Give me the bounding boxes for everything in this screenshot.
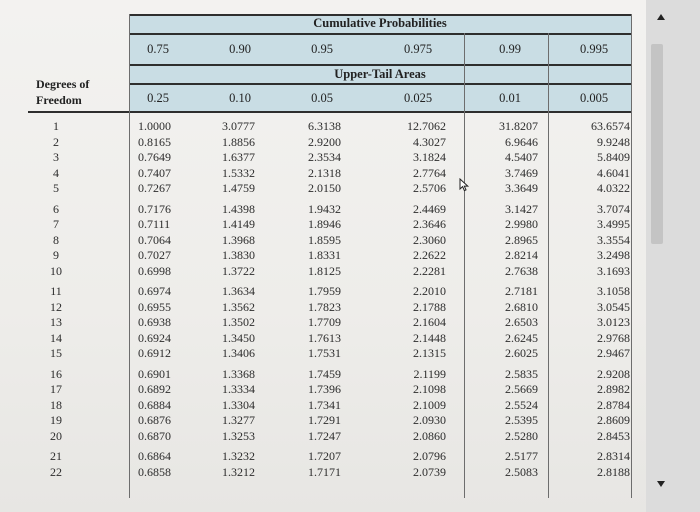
upper-tail-area-label: 0.005 — [579, 91, 609, 105]
cumulative-probability-label: 0.99 — [499, 42, 521, 56]
critical-value-cell: 2.3646 — [413, 217, 446, 231]
critical-value-cell: 2.0796 — [413, 449, 446, 463]
critical-value-cell: 1.7459 — [308, 366, 341, 381]
critical-value-cell: 0.6974 — [138, 284, 171, 298]
critical-value-cell: 0.6938 — [138, 315, 171, 329]
cumulative-probabilities-heading: Cumulative Probabilities — [313, 16, 447, 30]
column-divider — [464, 33, 465, 498]
degrees-of-freedom-cell: 5 — [53, 181, 59, 195]
mouse-pointer-icon — [459, 178, 471, 192]
critical-value-cell: 4.5407 — [505, 150, 538, 164]
critical-value-cell: 2.7764 — [413, 165, 446, 180]
cumulative-probability-label: 0.95 — [311, 42, 333, 56]
degrees-of-freedom-cell: 3 — [53, 150, 59, 164]
cumulative-probability-label: 0.995 — [579, 42, 609, 56]
degrees-of-freedom-cell: 7 — [53, 217, 59, 231]
critical-value-cell: 2.8214 — [505, 248, 538, 262]
critical-value-cell: 2.0150 — [308, 181, 341, 195]
critical-value-cell: 1.3253 — [222, 428, 255, 443]
critical-value-cell: 1.3502 — [222, 315, 255, 329]
critical-value-cell: 2.2622 — [413, 248, 446, 262]
critical-value-cell: 2.1098 — [413, 382, 446, 396]
upper-tail-area-label: 0.10 — [229, 91, 251, 105]
critical-value-cell: 0.6901 — [138, 366, 171, 381]
critical-value-cell: 2.8188 — [597, 464, 630, 479]
critical-value-cell: 1.8331 — [308, 248, 341, 262]
critical-value-cell: 1.7171 — [308, 464, 341, 479]
critical-value-cell: 2.9208 — [597, 366, 630, 381]
critical-value-cell: 1.3277 — [222, 413, 255, 427]
degrees-of-freedom-cell: 9 — [53, 248, 59, 262]
header-rule-bottom — [28, 111, 631, 113]
critical-value-cell: 2.8982 — [597, 382, 630, 396]
degrees-of-freedom-cell: 18 — [50, 397, 62, 412]
critical-value-cell: 9.9248 — [597, 134, 630, 149]
critical-value-cell: 2.5524 — [505, 397, 538, 412]
scrollbar-thumb[interactable] — [651, 44, 663, 244]
critical-value-cell: 12.7062 — [407, 119, 446, 133]
critical-value-cell: 2.6810 — [505, 299, 538, 314]
critical-value-cell: 2.1788 — [413, 299, 446, 314]
upper-tail-area-label: 0.05 — [311, 91, 333, 105]
degrees-of-freedom-cell: 20 — [50, 428, 62, 443]
df-heading-line1: Degrees of — [36, 77, 90, 91]
critical-value-cell: 3.2498 — [597, 248, 630, 262]
critical-value-cell: 2.2281 — [413, 263, 446, 278]
degrees-of-freedom-cell: 8 — [53, 232, 59, 247]
degrees-of-freedom-cell: 1 — [53, 119, 59, 133]
degrees-of-freedom-cell: 10 — [50, 263, 62, 278]
upper-tail-area-label: 0.025 — [403, 91, 433, 105]
critical-value-cell: 1.5332 — [222, 165, 255, 180]
critical-value-cell: 1.3968 — [222, 232, 255, 247]
critical-value-cell: 0.6884 — [138, 397, 171, 412]
critical-value-cell: 2.5835 — [505, 366, 538, 381]
critical-value-cell: 2.7638 — [505, 263, 538, 278]
cumulative-probability-label: 0.975 — [403, 42, 433, 56]
critical-value-cell: 1.3368 — [222, 366, 255, 381]
critical-value-cell: 1.7207 — [308, 449, 341, 463]
column-divider — [548, 33, 549, 498]
critical-value-cell: 2.5177 — [505, 449, 538, 463]
scroll-down-arrow-icon[interactable] — [657, 481, 665, 487]
critical-value-cell: 2.9980 — [505, 217, 538, 231]
degrees-of-freedom-cell: 12 — [50, 299, 62, 314]
degrees-of-freedom-cell: 2 — [53, 134, 59, 149]
critical-value-cell: 1.3634 — [222, 284, 255, 298]
critical-value-cell: 1.3722 — [222, 263, 255, 278]
critical-value-cell: 1.3406 — [222, 346, 255, 360]
critical-value-cell: 1.7291 — [308, 413, 341, 427]
critical-value-cell: 0.8165 — [138, 134, 171, 149]
critical-value-cell: 2.8609 — [597, 413, 630, 427]
critical-value-cell: 2.9200 — [308, 134, 341, 149]
critical-value-cell: 1.3232 — [222, 449, 255, 463]
header-rule-sub — [129, 33, 631, 35]
critical-value-cell: 2.1604 — [413, 315, 446, 329]
critical-value-cell: 2.7181 — [505, 284, 538, 298]
critical-value-cell: 2.6245 — [505, 330, 538, 345]
critical-value-cell: 1.4759 — [222, 181, 255, 195]
critical-value-cell: 0.6892 — [138, 382, 171, 396]
critical-value-cell: 1.7823 — [308, 299, 341, 314]
critical-value-cell: 4.6041 — [597, 165, 630, 180]
critical-value-cell: 1.7531 — [308, 346, 341, 360]
critical-value-cell: 3.1427 — [505, 201, 538, 216]
critical-value-cell: 5.8409 — [597, 150, 630, 164]
degrees-of-freedom-heading — [36, 76, 89, 108]
critical-value-cell: 2.6503 — [505, 315, 538, 329]
critical-value-cell: 1.7709 — [308, 315, 341, 329]
critical-value-cell: 0.6912 — [138, 346, 171, 360]
critical-value-cell: 3.0777 — [222, 119, 255, 133]
upper-tail-area-label: 0.25 — [147, 91, 169, 105]
critical-value-cell: 2.1009 — [413, 397, 446, 412]
critical-value-cell: 3.4995 — [597, 217, 630, 231]
critical-value-cell: 31.8207 — [499, 119, 538, 133]
df-heading-line2: Freedom — [36, 93, 82, 107]
critical-value-cell: 2.8453 — [597, 428, 630, 443]
critical-value-cell: 2.5395 — [505, 413, 538, 427]
critical-value-cell: 3.1058 — [597, 284, 630, 298]
critical-value-cell: 3.1693 — [597, 263, 630, 278]
critical-value-cell: 3.0545 — [597, 299, 630, 314]
critical-value-cell: 2.8965 — [505, 232, 538, 247]
critical-value-cell: 1.8595 — [308, 232, 341, 247]
critical-value-cell: 2.3534 — [308, 150, 341, 164]
critical-value-cell: 1.6377 — [222, 150, 255, 164]
scroll-up-arrow-icon[interactable] — [657, 14, 665, 20]
critical-value-cell: 1.8856 — [222, 134, 255, 149]
critical-value-cell: 1.3212 — [222, 464, 255, 479]
critical-value-cell: 1.8946 — [308, 217, 341, 231]
critical-value-cell: 1.9432 — [308, 201, 341, 216]
critical-value-cell: 1.3450 — [222, 330, 255, 345]
critical-value-cell: 2.0860 — [413, 428, 446, 443]
degrees-of-freedom-cell: 19 — [50, 413, 62, 427]
critical-value-cell: 0.6955 — [138, 299, 171, 314]
critical-value-cell: 4.3027 — [413, 134, 446, 149]
critical-value-cell: 3.7469 — [505, 165, 538, 180]
degrees-of-freedom-cell: 14 — [50, 330, 62, 345]
critical-value-cell: 1.7959 — [308, 284, 341, 298]
critical-value-cell: 2.4469 — [413, 201, 446, 216]
critical-value-cell: 4.0322 — [597, 181, 630, 195]
critical-value-cell: 0.7111 — [138, 217, 171, 231]
critical-value-cell: 2.5706 — [413, 181, 446, 195]
critical-value-cell: 2.1315 — [413, 346, 446, 360]
critical-value-cell: 3.3554 — [597, 232, 630, 247]
column-divider — [129, 14, 130, 498]
critical-value-cell: 0.6864 — [138, 449, 171, 463]
critical-value-cell: 2.3060 — [413, 232, 446, 247]
critical-value-cell: 1.3334 — [222, 382, 255, 396]
critical-value-cell: 63.6574 — [591, 119, 630, 133]
critical-value-cell: 0.6998 — [138, 263, 171, 278]
cumulative-probability-label: 0.75 — [147, 42, 169, 56]
critical-value-cell: 6.9646 — [505, 134, 538, 149]
critical-value-cell: 0.7407 — [138, 165, 171, 180]
degrees-of-freedom-cell: 16 — [50, 366, 62, 381]
critical-value-cell: 0.7064 — [138, 232, 171, 247]
critical-value-cell: 1.8125 — [308, 263, 341, 278]
upper-tail-areas-heading: Upper-Tail Areas — [334, 67, 426, 81]
critical-value-cell: 1.3830 — [222, 248, 255, 262]
degrees-of-freedom-cell: 22 — [50, 464, 62, 479]
critical-value-cell: 2.8784 — [597, 397, 630, 412]
critical-value-cell: 0.7027 — [138, 248, 171, 262]
critical-value-cell: 1.7613 — [308, 330, 341, 345]
critical-value-cell: 2.8314 — [597, 449, 630, 463]
critical-value-cell: 2.9768 — [597, 330, 630, 345]
critical-value-cell: 2.5669 — [505, 382, 538, 396]
critical-value-cell: 3.1824 — [413, 150, 446, 164]
critical-value-cell: 2.2010 — [413, 284, 446, 298]
column-divider — [631, 14, 632, 498]
critical-value-cell: 2.0739 — [413, 464, 446, 479]
degrees-of-freedom-cell: 17 — [50, 382, 62, 396]
critical-value-cell: 0.6870 — [138, 428, 171, 443]
critical-value-cell: 3.0123 — [597, 315, 630, 329]
critical-value-cell: 1.4149 — [222, 217, 255, 231]
critical-value-cell: 1.3562 — [222, 299, 255, 314]
critical-value-cell: 2.1199 — [413, 366, 446, 381]
critical-value-cell: 1.4398 — [222, 201, 255, 216]
cumulative-probability-label: 0.90 — [229, 42, 251, 56]
critical-value-cell: 0.7176 — [138, 201, 171, 216]
critical-value-cell: 0.7267 — [138, 181, 171, 195]
critical-value-cell: 1.7396 — [308, 382, 341, 396]
critical-value-cell: 0.6876 — [138, 413, 171, 427]
critical-value-cell: 2.6025 — [505, 346, 538, 360]
header-rule-mid — [129, 64, 631, 66]
critical-value-cell: 2.1448 — [413, 330, 446, 345]
critical-value-cell: 1.7341 — [308, 397, 341, 412]
degrees-of-freedom-cell: 13 — [50, 315, 62, 329]
critical-value-cell: 2.0930 — [413, 413, 446, 427]
critical-value-cell: 1.3304 — [222, 397, 255, 412]
critical-value-cell: 0.7649 — [138, 150, 171, 164]
critical-value-cell: 1.0000 — [138, 119, 171, 133]
degrees-of-freedom-cell: 4 — [53, 165, 59, 180]
degrees-of-freedom-cell: 15 — [50, 346, 62, 360]
critical-value-cell: 2.9467 — [597, 346, 630, 360]
critical-value-cell: 2.5280 — [505, 428, 538, 443]
critical-value-cell: 1.7247 — [308, 428, 341, 443]
critical-value-cell: 0.6858 — [138, 464, 171, 479]
critical-value-cell: 6.3138 — [308, 119, 341, 133]
header-rule-uppertail — [129, 83, 631, 85]
critical-value-cell: 2.5083 — [505, 464, 538, 479]
critical-value-cell: 3.3649 — [505, 181, 538, 195]
degrees-of-freedom-cell: 11 — [50, 284, 62, 298]
degrees-of-freedom-cell: 21 — [50, 449, 62, 463]
upper-tail-area-label: 0.01 — [499, 91, 521, 105]
degrees-of-freedom-cell: 6 — [53, 201, 59, 216]
critical-value-cell: 2.1318 — [308, 165, 341, 180]
critical-value-cell: 3.7074 — [597, 201, 630, 216]
critical-value-cell: 0.6924 — [138, 330, 171, 345]
